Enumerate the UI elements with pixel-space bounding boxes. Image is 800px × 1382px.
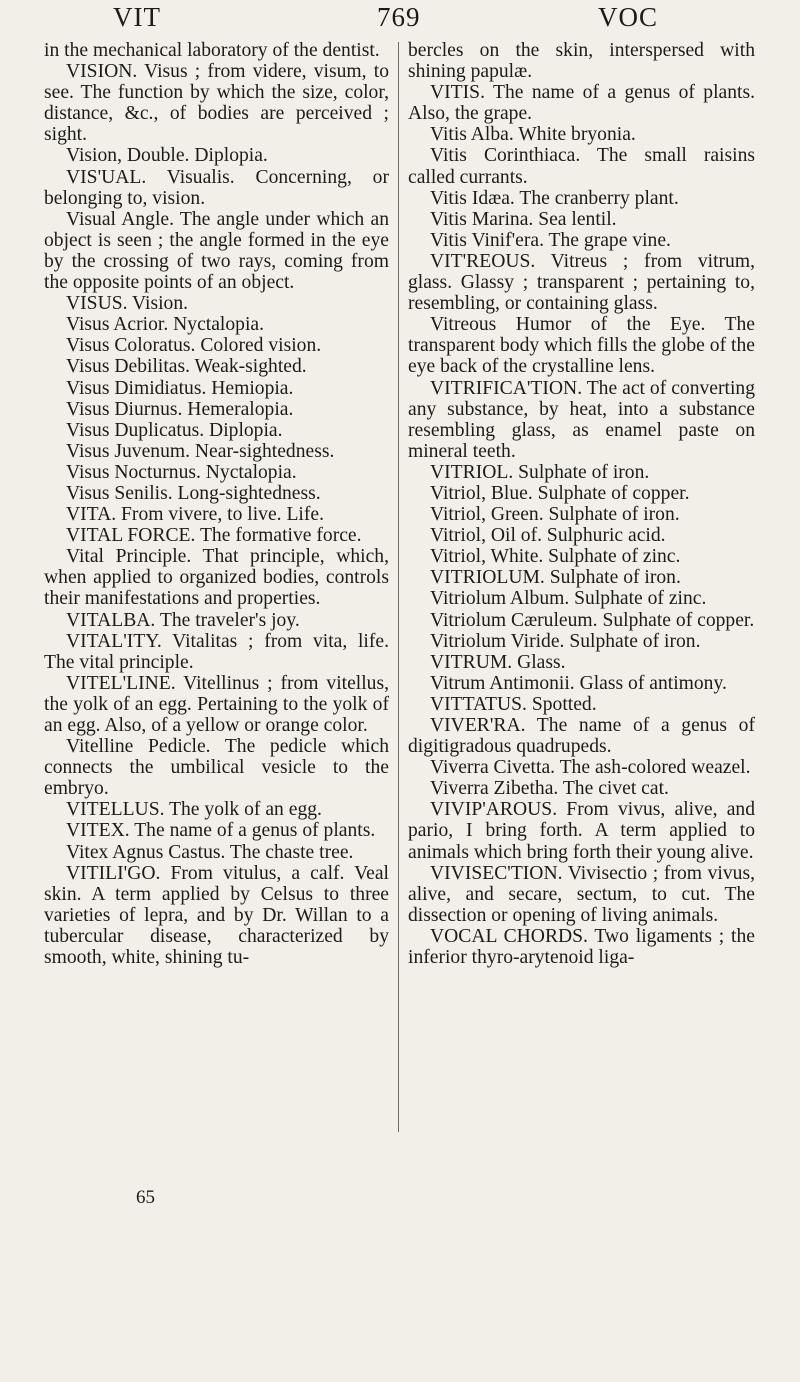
dictionary-entry: VITA. From vivere, to live. Life. (66, 504, 324, 526)
dictionary-entry: VIVISEC'TION. Vivisectio ; from vivus, alive, and secare, sectum, to cut. The dissection or opening of living animals. (408, 862, 755, 926)
dictionary-entry: Visus Debilitas. Weak-sighted. (66, 356, 307, 378)
dictionary-entry: Vitreous Humor of the Eye. The transparent body which fills the globe of the eye back of the crystalline lens. (408, 314, 755, 378)
dictionary-entry: Viverra Zibetha. The civet cat. (430, 778, 669, 800)
dictionary-entry: VITRIOLUM. Sulphate of iron. (430, 567, 681, 589)
dictionary-entry: VITRUM. Glass. (430, 651, 566, 673)
header-left-guide-word: VIT (113, 2, 161, 32)
signature-mark: 65 (136, 1187, 155, 1208)
left-column (44, 40, 389, 968)
dictionary-entry: Vitriolum Viride. Sulphate of iron. (430, 630, 701, 652)
page-number: 769 (377, 2, 421, 32)
dictionary-entry: Visus Nocturnus. Nyctalopia. (66, 461, 297, 483)
dictionary-entry: VITAL FORCE. The formative force. (66, 525, 362, 547)
dictionary-entry: Vitriol, Oil of. Sulphuric acid. (430, 525, 666, 547)
dictionary-entry: Vitis Corinthiaca. The small raisins called currants. (408, 145, 755, 188)
dictionary-entry: Visus Coloratus. Colored vision. (66, 335, 322, 357)
dictionary-entry: Visus Senilis. Long-sightedness. (66, 482, 321, 504)
dictionary-entry: Vitrum Antimonii. Glass of antimony. (430, 672, 727, 694)
running-head (0, 2, 800, 38)
dictionary-entry: VIVIP'AROUS. From vivus, alive, and pario, I bring forth. A term applied to animals which bring forth their young alive. (408, 799, 755, 863)
dictionary-entry: VISUS. Vision. (66, 293, 189, 315)
dictionary-entry: Vitriol, Blue. Sulphate of copper. (430, 482, 690, 504)
dictionary-entry: VIS'UAL. Visualis. Concerning, or belonging to, vision. (44, 166, 389, 209)
dictionary-entry: VIT'REOUS. Vitreus ; from vitrum, glass. Glassy ; transparent ; pertaining to, resembling, or containing glass. (408, 250, 755, 315)
dictionary-entry: Vital Principle. That principle, which, when applied to organized bodies, controls their manifestations and properties. (44, 546, 389, 610)
dictionary-entry: VITRIFICA'TION. The act of converting any substance, by heat, into a substance resembling glass, as enamel paste on mineral teeth. (408, 377, 755, 462)
dictionary-entry: Vitriolum Cæruleum. Sulphate of copper. (430, 609, 755, 631)
header-right-guide-word: VOC (598, 2, 659, 32)
dictionary-entry: Vitis Idæa. The cranberry plant. (430, 187, 679, 209)
dictionary-entry: Vitelline Pedicle. The pedicle which connects the umbilical vesicle to the embryo. (44, 736, 389, 800)
dictionary-entry: VIVER'RA. The name of a genus of digitigradous quadrupeds. (408, 715, 755, 758)
dictionary-entry: VISION. Visus ; from videre, visum, to see. The function by which the size, color, distance, &c., of bodies are perceived ; sight. (44, 61, 389, 146)
dictionary-entry: VITILI'GO. From vitulus, a calf. Veal skin. A term applied by Celsus to three varieties of lepra, and by Dr. Willan to a tubercular disease, characterized by smooth, white, shining tu- (44, 862, 389, 969)
column-divider (398, 42, 399, 1132)
dictionary-entry: VITRIOL. Sulphate of iron. (430, 461, 650, 483)
dictionary-entry: VITTATUS. Spotted. (430, 693, 597, 715)
dictionary-entry: Vitriolum Album. Sulphate of zinc. (430, 588, 707, 610)
dictionary-entry: Visus Dimidiatus. Hemiopia. (66, 377, 294, 399)
dictionary-entry: Visus Duplicatus. Diplopia. (66, 419, 283, 441)
dictionary-entry: VITALBA. The traveler's joy. (66, 609, 300, 631)
dictionary-entry: Vitriol, White. Sulphate of zinc. (430, 546, 681, 568)
dictionary-entry: Vitriol, Green. Sulphate of iron. (430, 504, 680, 526)
dictionary-entry: VITEX. The name of a genus of plants. (66, 820, 376, 842)
dictionary-entry: VITEL'LINE. Vitellinus ; from vitellus, the yolk of an egg. Pertaining to the yolk of an egg. Also, of a yellow or orange color. (44, 672, 389, 736)
dictionary-entry: Vitis Marina. Sea lentil. (430, 208, 617, 230)
dictionary-entry: Vitex Agnus Castus. The chaste tree. (66, 841, 354, 863)
dictionary-entry: Vitis Vinif'era. The grape vine. (430, 229, 671, 251)
dictionary-entry: Visus Diurnus. Hemeralopia. (66, 398, 294, 420)
dictionary-entry: in the mechanical laboratory of the dentist. (44, 40, 380, 61)
dictionary-entry: VOCAL CHORDS. Two ligaments ; the inferior thyro-arytenoid liga- (408, 925, 755, 969)
dictionary-entry: Vitis Alba. White bryonia. (430, 124, 636, 146)
dictionary-entry: Visus Acrior. Nyctalopia. (66, 314, 264, 336)
dictionary-entry: bercles on the skin, interspersed with shining papulæ. (408, 40, 755, 83)
dictionary-entry: Vision, Double. Diplopia. (66, 145, 268, 167)
right-column (408, 40, 755, 968)
dictionary-entry: VITIS. The name of a genus of plants. Also, the grape. (408, 82, 755, 125)
dictionary-entry: Viverra Civetta. The ash-colored weazel. (430, 757, 751, 779)
dictionary-entry: Visual Angle. The angle under which an object is seen ; the angle formed in the eye by the crossing of two rays, coming from the opposite points of an object. (44, 208, 389, 294)
dictionary-entry: Visus Juvenum. Near-sightedness. (66, 440, 335, 462)
dictionary-entry: VITELLUS. The yolk of an egg. (66, 799, 322, 821)
dictionary-entry: VITAL'ITY. Vitalitas ; from vita, life. The vital principle. (44, 630, 389, 673)
